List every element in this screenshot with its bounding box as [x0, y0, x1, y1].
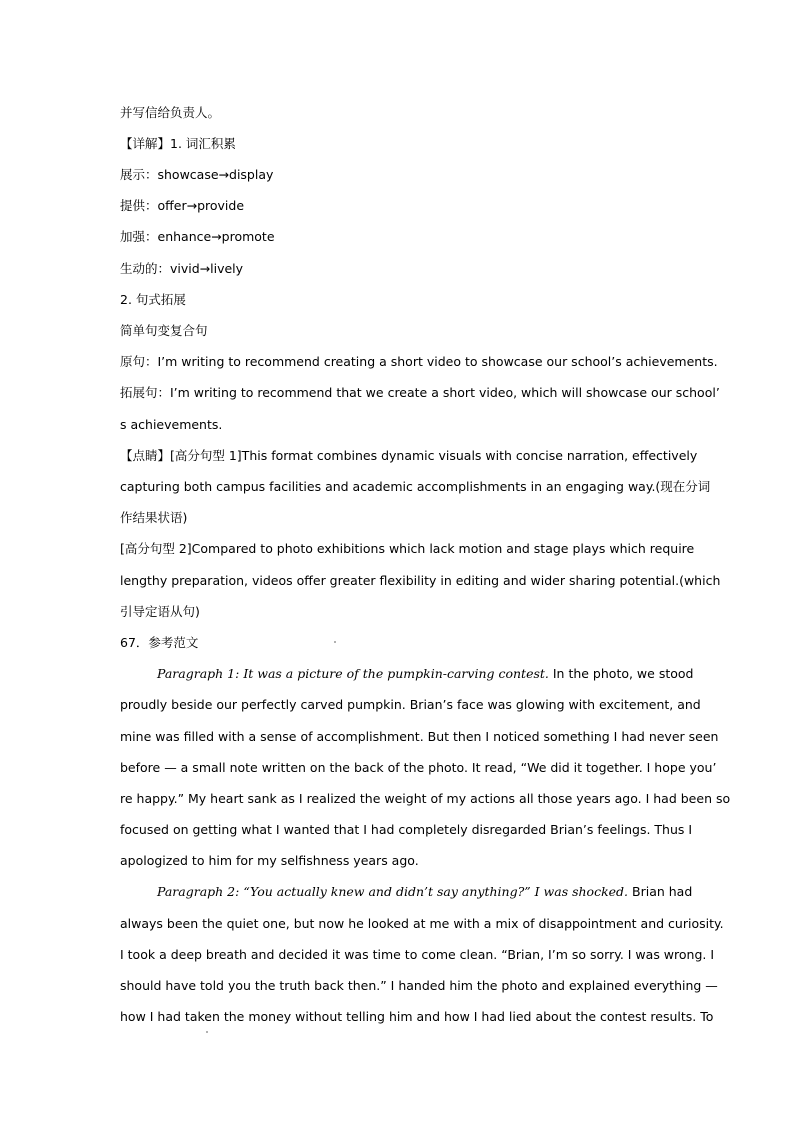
text-line: 原句：I’m writing to recommend creating a short video to showcase our school’s achievements. — [120, 354, 718, 369]
paragraph-2-continuation: Brian had — [628, 884, 693, 899]
scan-mark — [334, 641, 336, 643]
text-line: 生动的：vivid→lively — [120, 261, 244, 276]
text-line: how I had taken the money without telling him and how I had lied about the contest results. To — [120, 1009, 714, 1024]
text-line: 提供：offer→provide — [120, 198, 245, 213]
text-line: re happy.” My heart sank as I realized the weight of my actions all those years ago. I had been so — [120, 791, 731, 806]
section-heading-sentence: 2. 句式拓展 — [120, 292, 186, 307]
text-line: mine was filled with a sense of accomplishment. But then I noticed something I had never seen — [120, 729, 719, 744]
text-line: I took a deep breath and decided it was time to come clean. “Brian, I’m so sorry. I was wrong. I — [120, 947, 715, 962]
paragraph-2-first-line — [157, 884, 693, 900]
paragraph-2-lead: Paragraph 2: “You actually knew and didn’t say anything?” I was shocked. — [157, 884, 629, 899]
text-line: 拓展句：I’m writing to recommend that we create a short video, which will showcase our school’ — [120, 385, 720, 400]
text-line: 展示：showcase→display — [120, 167, 274, 182]
paragraph-1-first-line — [157, 666, 694, 682]
text-line: 简单句变复合句 — [120, 323, 208, 338]
text-line: focused on getting what I wanted that I had completely disregarded Brian’s feelings. Thus I — [120, 822, 693, 837]
text-line: should have told you the truth back then.” I handed him the photo and explained everything — — [120, 978, 718, 993]
text-line: 引导定语从句) — [120, 604, 200, 619]
text-line: apologized to him for my selfishness years ago. — [120, 853, 419, 868]
text-line: always been the quiet one, but now he looked at me with a mix of disappointment and curiosity. — [120, 916, 724, 931]
text-line: [高分句型 2]Compared to photo exhibitions which lack motion and stage plays which require — [120, 541, 695, 556]
text-line: before — a small note written on the back of the photo. It read, “We did it together. I hope you’ — [120, 760, 717, 775]
scan-mark — [206, 1031, 208, 1033]
text-line: 加强：enhance→promote — [120, 229, 275, 244]
section-heading-highlight: 【点睛】[高分句型 1]This format combines dynamic visuals with concise narration, effectively — [120, 448, 698, 463]
text-line: capturing both campus facilities and academic accomplishments in an engaging way.(现在分词 — [120, 479, 711, 494]
text-line: s achievements. — [120, 417, 223, 432]
section-heading-detail: 【详解】1. 词汇积累 — [120, 136, 236, 151]
text-line: lengthy preparation, videos offer greater flexibility in editing and wider sharing potential.(which — [120, 573, 721, 588]
text-line: 作结果状语) — [120, 510, 188, 525]
text-line: 并写信给负责人。 — [120, 105, 221, 120]
paragraph-1-lead: Paragraph 1: It was a picture of the pumpkin-carving contest. — [157, 666, 549, 681]
paragraph-1-continuation: In the photo, we stood — [548, 666, 694, 681]
question-heading: 67．参考范文 — [120, 635, 199, 650]
text-line: proudly beside our perfectly carved pumpkin. Brian’s face was glowing with excitement, and — [120, 697, 701, 712]
